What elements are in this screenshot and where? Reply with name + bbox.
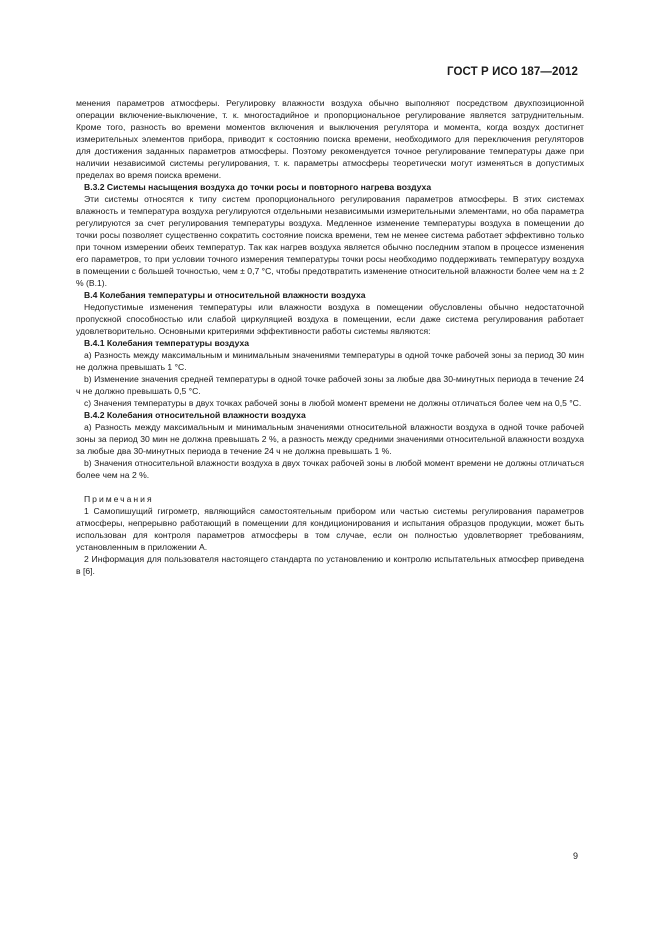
section-heading: В.4 Колебания температуры и относительной влажности воздуха <box>84 290 366 300</box>
note-item: 2 Информация для пользователя настоящего стандарта по установлению и контролю испытательных атмосфер приведена в [6]. <box>76 554 584 576</box>
list-item: а) Разность между максимальным и минимальным значениями относительной влажности воздуха в одной точке рабочей зоны за период 30 мин не должна превышать 2 %, а разность между средними значениями относительной влажности воздуха за любые два 30-минутных периода в течение 24 ч не должна превышать 1 %. <box>76 422 584 456</box>
paragraph: менения параметров атмосферы. Регулировку влажности воздуха обычно выполняют посредством двухпозиционной операции включение-выключение, т. к. многостадийное и пропорциональное регулирование является затруднительным. Кроме того, разность во времени моментов включения и выключения регулятора и момента, когда воздух достигнет измерительных элементов прибора, приводит к состоянию поиска времени, необходимого для переключения регуляторов для достижения заданных параметров атмосферы. Поэтому рекомендуется точное регулирование температуры даже при наличии независимой системы регулирования, т. к. параметры атмосферы теоретически могут изменяться в допустимых пределах во время поиска времени. <box>76 98 584 180</box>
paragraph: Недопустимые изменения температуры или влажности воздуха в помещении обусловлены обычно недостаточной пропускной способностью или слабой циркуляцией воздуха в помещении, если даже система регулирования работает удовлетворительно. Основными критериями эффективности работы системы являются: <box>76 302 584 336</box>
subsection-heading: В.4.1 Колебания температуры воздуха <box>84 338 250 348</box>
note-item: 1 Самопишущий гигрометр, являющийся самостоятельным прибором или частью системы регулирования параметров атмосферы, непрерывно работающий в помещении для кондиционирования и испытания образцов продукции, может быть использован для контроля параметров атмосферы в том случае, если он полностью удовлетворяет требованиям, установленным в приложении А. <box>76 506 584 552</box>
document-body <box>76 97 584 577</box>
subsection-heading: В.4.2 Колебания относительной влажности воздуха <box>84 410 306 420</box>
page-number: 9 <box>572 851 578 861</box>
paragraph: Эти системы относятся к типу систем пропорционального регулирования параметров атмосферы. В этих системах влажность и температура воздуха регулируются отдельными независимыми измерительными элементами, но оба параметра регулируются за счет регулирования температуры воздуха. Медленное изменение температуры воздуха в помещении до точки росы позволяет существенно сократить состояние поиска времени, тем не менее система работает эффективно только при точном измерении обеих температур. Так как нагрев воздуха является обычно последним этапом в процессе изменения его параметров, то при условии точного измерения температуры точки росы необходимо поддерживать температуру воздуха в помещении с большей точностью, чем ± 0,7 °С, чтобы предотвратить изменение относительной влажности более чем на ± 2 % (В.1). <box>76 194 584 288</box>
list-item: b) Значения относительной влажности воздуха в двух точках рабочей зоны в любой момент времени не должны отличаться более чем на 2 %. <box>76 458 584 480</box>
section-heading: В.3.2 Системы насыщения воздуха до точки росы и повторного нагрева воздуха <box>84 182 432 192</box>
notes-title: Примечания <box>84 494 154 504</box>
list-item: а) Разность между максимальным и минимальным значениями температуры в одной точке рабочей зоны за период 30 мин не должна превышать 1 °С. <box>76 350 584 372</box>
list-item: с) Значения температуры в двух точках рабочей зоны в любой момент времени не должны отличаться более чем на 0,5 °С. <box>84 398 582 408</box>
document-header: ГОСТ Р ИСО 187—2012 <box>446 66 578 78</box>
list-item: b) Изменение значения средней температуры в одной точке рабочей зоны за любые два 30-минутных периода в течение 24 ч не должно превышать 0,5 °С. <box>76 374 584 396</box>
